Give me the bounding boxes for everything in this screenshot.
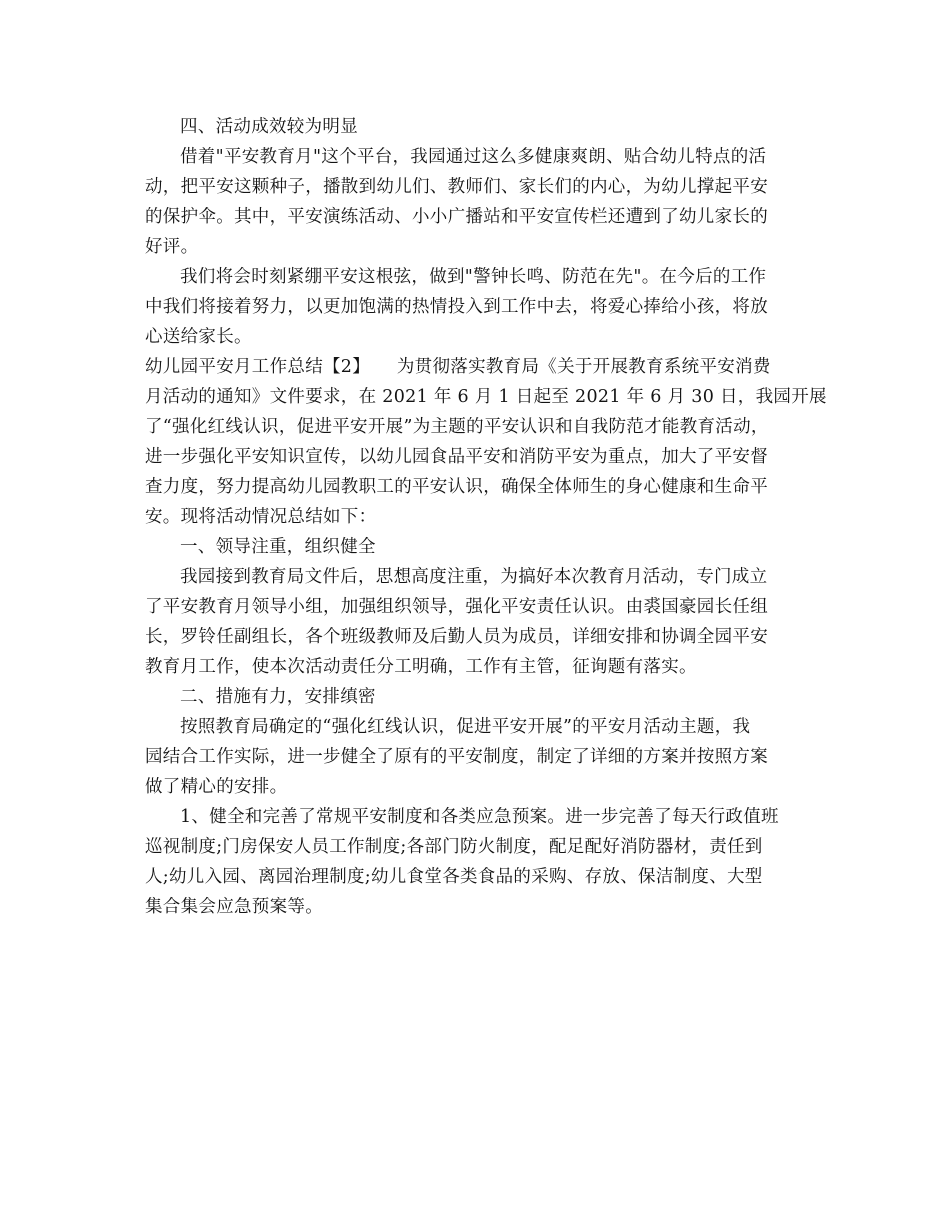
text-line: 了平安教育月领导小组，加强组织领导，强化平安责任认识。由裘国豪园长任组 (145, 597, 768, 617)
text-line: 安。现将活动情况总结如下： (145, 507, 377, 527)
text-line: 查力度，努力提高幼儿园教职工的平安认识，确保全体师生的身心健康和生命平 (145, 477, 768, 497)
text-line: 四、活动成效较为明显 (180, 117, 358, 137)
text-line: 做了精心的安排。 (145, 777, 288, 797)
text-line: 幼儿园平安月工作总结【2】 为贯彻落实教育局《关于开展教育系统平安消费 (145, 357, 771, 377)
text-line: 按照教育局确定的“强化红线认识，促进平安开展”的平安月活动主题，我 (180, 717, 751, 737)
text-line: 人;幼儿入园、离园治理制度;幼儿食堂各类食品的采购、存放、保洁制度、大型 (145, 867, 763, 887)
text-line: 一、领导注重，组织健全 (180, 537, 376, 557)
text-line: 巡视制度;门房保安人员工作制度;各部门防火制度，配足配好消防器材，责任到 (145, 837, 763, 857)
text-line: 园结合工作实际，进一步健全了原有的平安制度，制定了详细的方案并按照方案 (145, 747, 768, 767)
text-line: 1、健全和完善了常规平安制度和各类应急预案。进一步完善了每天行政值班 (180, 807, 779, 827)
text-line: 中我们将接着努力，以更加饱满的热情投入到工作中去，将爱心捧给小孩，将放 (145, 297, 768, 317)
text-line: 好评。 (145, 237, 199, 257)
text-line: 我园接到教育局文件后，思想高度注重，为搞好本次教育月活动，专门成立 (180, 567, 768, 587)
document-page (145, 112, 827, 922)
text-line: 的保护伞。其中，平安演练活动、小小广播站和平安宣传栏还遭到了幼儿家长的 (145, 207, 768, 227)
text-line: 了“强化红线认识，促进平安开展”为主题的平安认识和自我防范才能教育活动， (145, 417, 769, 437)
text-line: 我们将会时刻紧绷平安这根弦，做到"警钟长鸣、防范在先"。在今后的工作 (180, 267, 767, 287)
text-line: 借着"平安教育月"这个平台，我园通过这么多健康爽朗、贴合幼儿特点的活 (180, 147, 767, 167)
text-line: 集合集会应急预案等。 (145, 897, 323, 917)
text-line: 动，把平安这颗种子，播散到幼儿们、教师们、家长们的内心，为幼儿撑起平安 (145, 177, 768, 197)
text-line: 教育月工作，使本次活动责任分工明确，工作有主管，征询题有落实。 (145, 657, 697, 677)
text-line: 长，罗铃任副组长，各个班级教师及后勤人员为成员，详细安排和协调全园平安 (145, 627, 768, 647)
document-body (145, 112, 827, 922)
text-line: 进一步强化平安知识宣传，以幼儿园食品平安和消防平安为重点，加大了平安督 (145, 447, 768, 467)
text-line: 二、措施有力，安排缜密 (180, 687, 376, 707)
text-line: 月活动的通知》文件要求，在 2021 年 6 月 1 日起至 2021 年 6 月 30 日，我园开展 (145, 387, 827, 407)
text-line: 心送给家长。 (145, 327, 252, 347)
